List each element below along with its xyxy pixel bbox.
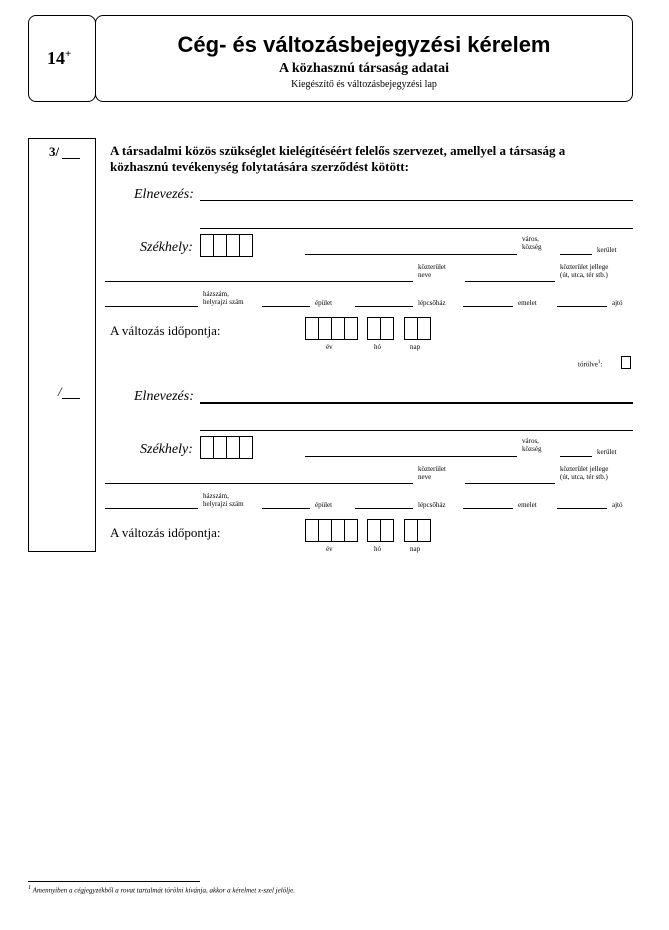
section-heading-line2: közhasznú tevékenység folytatására szerződést kötött:: [110, 159, 409, 174]
section-number-line: [62, 158, 80, 159]
street-name-label-2: közterület neve: [418, 465, 446, 481]
page-title: Cég- és változásbejegyzési kérelem: [177, 32, 551, 57]
door-label-1: ajtó: [612, 299, 623, 307]
footnote-text: Amennyiben a cégjegyzékből a rovat tartalmát törölni kívánja, akkor a kérelmet x-szel jelölje.: [32, 886, 295, 895]
month-boxes-2[interactable]: [367, 519, 394, 542]
district-field-2[interactable]: [560, 456, 592, 457]
month-label-1: hó: [374, 343, 381, 351]
door-label-2: ajtó: [612, 501, 623, 509]
day-label-1: nap: [410, 343, 421, 351]
city-field-2[interactable]: [305, 456, 517, 457]
floor-field-1[interactable]: [463, 306, 513, 307]
street-type-label-1: közterület jellege (út, utca, tér stb.): [560, 263, 609, 279]
building-field-2[interactable]: [262, 508, 310, 509]
district-label-2: kerület: [597, 448, 617, 456]
month-boxes-1[interactable]: [367, 317, 394, 340]
district-field-1[interactable]: [560, 254, 592, 255]
day-boxes-2[interactable]: [404, 519, 431, 542]
street-type-label-2: közterület jellege (út, utca, tér stb.): [560, 465, 609, 481]
district-label-1: kerület: [597, 246, 617, 254]
deleted-checkbox[interactable]: [621, 356, 631, 369]
section-heading-line1: A társadalmi közös szükséglet kielégítéséért felelős szervezet, amellyel a társaság a: [110, 143, 566, 158]
postal-code-boxes-2[interactable]: [200, 436, 253, 459]
house-number-field-2[interactable]: [105, 508, 198, 509]
house-number-label-1: házszám, helyrajzi szám: [203, 290, 244, 306]
year-boxes-2[interactable]: [305, 519, 358, 542]
footnote: [28, 885, 295, 894]
city-label-2: város, község: [522, 437, 542, 453]
form-code-sup: +: [65, 48, 72, 60]
form-code: [47, 48, 71, 69]
name-field-2-cont[interactable]: [200, 430, 633, 431]
name-field-2[interactable]: [200, 402, 633, 404]
month-label-2: hó: [374, 545, 381, 553]
door-field-2[interactable]: [557, 508, 607, 509]
seat-label-2: Székhely:: [140, 442, 193, 457]
street-name-label-1: közterület neve: [418, 263, 446, 279]
building-label-2: épület: [315, 501, 333, 509]
staircase-label-1: lépcsőház: [418, 299, 446, 307]
house-number-field-1[interactable]: [105, 306, 198, 307]
name-label-1: Elnevezés:: [134, 187, 194, 202]
city-label-1: város, község: [522, 235, 542, 251]
building-field-1[interactable]: [262, 306, 310, 307]
name-field-1[interactable]: [200, 200, 633, 201]
second-entry-number-line: [62, 398, 80, 399]
page-subtitle: A közhasznú társaság adatai: [279, 61, 449, 76]
form-code-number: 14: [47, 48, 65, 68]
street-type-field-1[interactable]: [465, 281, 555, 282]
door-field-1[interactable]: [557, 306, 607, 307]
postal-code-boxes-1[interactable]: [200, 234, 253, 257]
staircase-field-2[interactable]: [355, 508, 413, 509]
section-number: 3/: [49, 144, 60, 159]
staircase-label-2: lépcsőház: [418, 501, 446, 509]
day-label-2: nap: [410, 545, 421, 553]
street-name-field-1[interactable]: [105, 281, 413, 282]
floor-label-1: emelet: [518, 299, 537, 307]
section-number-box: [28, 138, 96, 552]
year-label-2: év: [326, 545, 333, 553]
floor-field-2[interactable]: [463, 508, 513, 509]
city-field-1[interactable]: [305, 254, 517, 255]
name-field-1-cont[interactable]: [200, 228, 633, 229]
change-date-label-2: A változás időpontja:: [110, 525, 221, 540]
street-type-field-2[interactable]: [465, 483, 555, 484]
day-boxes-1[interactable]: [404, 317, 431, 340]
building-label-1: épület: [315, 299, 333, 307]
staircase-field-1[interactable]: [355, 306, 413, 307]
house-number-label-2: házszám, helyrajzi szám: [203, 492, 244, 508]
street-name-field-2[interactable]: [105, 483, 413, 484]
change-date-label-1: A változás időpontja:: [110, 323, 221, 338]
seat-label-1: Székhely:: [140, 240, 193, 255]
footnote-divider: [28, 881, 200, 882]
floor-label-2: emelet: [518, 501, 537, 509]
year-boxes-1[interactable]: [305, 317, 358, 340]
year-label-1: év: [326, 343, 333, 351]
second-entry-number: /: [58, 384, 62, 399]
name-label-2: Elnevezés:: [134, 389, 194, 404]
sheet-type: Kiegészítő és változásbejegyzési lap: [291, 79, 437, 90]
footnote-mark: 1: [28, 885, 31, 891]
deleted-label: törölve$^1$:: [578, 360, 603, 369]
